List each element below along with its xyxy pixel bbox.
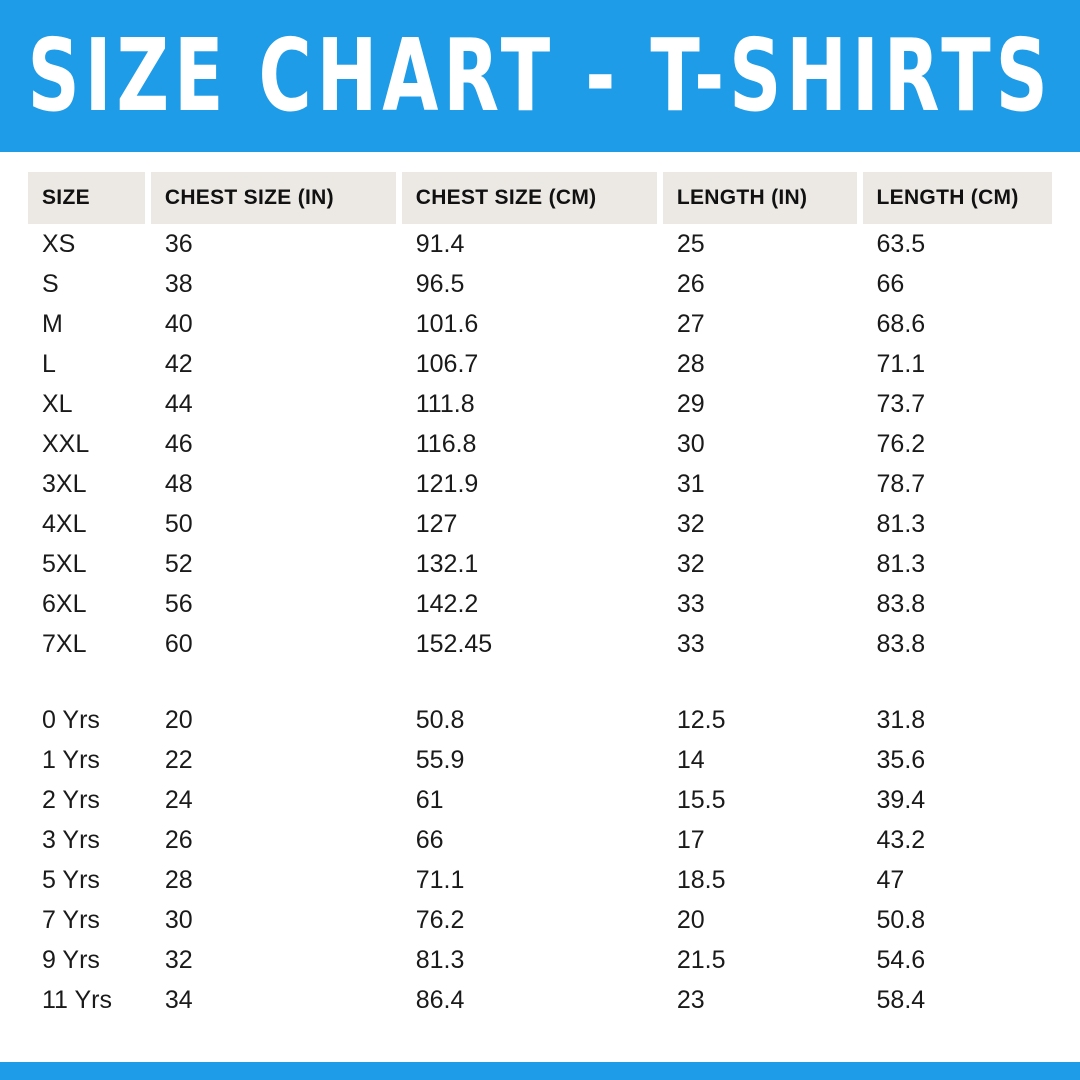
cell-chest-cm: 152.45: [415, 630, 493, 658]
cell-chest-cm: 66: [415, 826, 444, 854]
table-row: [28, 624, 1052, 664]
cell-length-in: 15.5: [676, 786, 726, 814]
cell-length-in: 33: [676, 590, 705, 618]
table-row: [28, 304, 1052, 344]
cell-length-in: 25: [676, 230, 705, 258]
cell-size: 1 Yrs: [42, 746, 100, 774]
cell-chest-in: 56: [164, 590, 193, 618]
table-row: [28, 544, 1052, 584]
cell-size: 9 Yrs: [42, 946, 100, 974]
table-row: [28, 584, 1052, 624]
cell-length-cm: 83.8: [876, 630, 926, 658]
size-chart-table: [28, 172, 1052, 1020]
cell-chest-in: 20: [164, 706, 193, 734]
cell-length-cm: 81.3: [876, 510, 926, 538]
table-row: [28, 780, 1052, 820]
cell-chest-cm: 106.7: [415, 350, 479, 378]
cell-length-in: 21.5: [676, 946, 726, 974]
column-header-length-in: LENGTH (IN): [663, 172, 863, 224]
cell-length-cm: 81.3: [876, 550, 926, 578]
cell-chest-cm: 71.1: [415, 866, 465, 894]
cell-length-cm: 47: [876, 866, 905, 894]
cell-length-cm: 58.4: [876, 986, 926, 1014]
cell-chest-cm: 127: [415, 510, 458, 538]
cell-length-cm: 71.1: [876, 350, 926, 378]
cell-size: M: [42, 310, 63, 338]
cell-length-in: 33: [676, 630, 705, 658]
cell-chest-cm: 121.9: [415, 470, 479, 498]
cell-length-cm: 50.8: [876, 906, 926, 934]
cell-size: 0 Yrs: [42, 706, 100, 734]
cell-chest-in: 52: [164, 550, 193, 578]
cell-length-cm: 68.6: [876, 310, 926, 338]
cell-length-cm: 31.8: [876, 706, 926, 734]
cell-length-cm: 83.8: [876, 590, 926, 618]
page-title: SIZE CHART - T-SHIRTS: [27, 17, 1053, 135]
cell-size: 3 Yrs: [42, 826, 100, 854]
table-row: [28, 264, 1052, 304]
footer-bar: [0, 1062, 1080, 1080]
column-header-size: SIZE: [28, 172, 151, 224]
cell-length-in: 12.5: [676, 706, 726, 734]
cell-chest-cm: 111.8: [415, 390, 475, 418]
cell-length-in: 26: [676, 270, 705, 298]
cell-length-in: 28: [676, 350, 705, 378]
cell-size: 5XL: [42, 550, 87, 578]
cell-length-in: 31: [676, 470, 705, 498]
cell-length-in: 14: [676, 746, 705, 774]
cell-chest-cm: 55.9: [415, 746, 465, 774]
table-row: [28, 384, 1052, 424]
cell-chest-in: 50: [164, 510, 193, 538]
table-row: [28, 860, 1052, 900]
cell-chest-in: 40: [164, 310, 193, 338]
column-header-chest-cm: CHEST SIZE (CM): [402, 172, 663, 224]
cell-chest-in: 24: [164, 786, 193, 814]
cell-chest-cm: 50.8: [415, 706, 465, 734]
cell-size: L: [42, 350, 56, 378]
cell-length-cm: 35.6: [876, 746, 926, 774]
cell-length-in: 27: [676, 310, 705, 338]
cell-length-cm: 63.5: [876, 230, 926, 258]
cell-size: 4XL: [42, 510, 87, 538]
cell-length-cm: 54.6: [876, 946, 926, 974]
cell-chest-in: 28: [164, 866, 193, 894]
cell-length-cm: 43.2: [876, 826, 926, 854]
cell-chest-in: 44: [164, 390, 193, 418]
cell-chest-cm: 81.3: [415, 946, 465, 974]
cell-chest-in: 26: [164, 826, 193, 854]
cell-length-cm: 78.7: [876, 470, 926, 498]
column-header-chest-in: CHEST SIZE (IN): [151, 172, 402, 224]
table-row: [28, 424, 1052, 464]
cell-size: XXL: [42, 430, 90, 458]
cell-size: 5 Yrs: [42, 866, 100, 894]
cell-size: S: [42, 270, 59, 298]
cell-chest-in: 22: [164, 746, 193, 774]
cell-length-in: 32: [676, 550, 705, 578]
cell-chest-in: 30: [164, 906, 193, 934]
cell-length-in: 23: [676, 986, 705, 1014]
cell-chest-in: 60: [164, 630, 193, 658]
table-header: [28, 172, 1052, 224]
table-body: [28, 224, 1052, 1020]
cell-size: XL: [42, 390, 73, 418]
cell-chest-in: 48: [164, 470, 193, 498]
cell-length-in: 20: [676, 906, 705, 934]
cell-chest-cm: 142.2: [415, 590, 479, 618]
cell-chest-in: 34: [164, 986, 193, 1014]
cell-chest-cm: 101.6: [415, 310, 479, 338]
cell-chest-cm: 91.4: [415, 230, 465, 258]
table-row: [28, 700, 1052, 740]
cell-chest-cm: 61: [415, 786, 444, 814]
cell-length-in: 30: [676, 430, 705, 458]
cell-size: 11 Yrs: [42, 986, 112, 1014]
cell-size: XS: [42, 230, 76, 258]
table-row: [28, 820, 1052, 860]
cell-chest-cm: 116.8: [415, 430, 477, 458]
table-row: [28, 504, 1052, 544]
cell-length-cm: 73.7: [876, 390, 926, 418]
header-banner: [0, 0, 1080, 152]
section-spacer: [28, 664, 1052, 700]
cell-size: 2 Yrs: [42, 786, 100, 814]
cell-chest-cm: 76.2: [415, 906, 465, 934]
cell-length-in: 32: [676, 510, 705, 538]
cell-length-in: 17: [676, 826, 705, 854]
table-row: [28, 900, 1052, 940]
table-row: [28, 344, 1052, 384]
cell-chest-in: 36: [164, 230, 193, 258]
table-row: [28, 224, 1052, 264]
column-header-length-cm: LENGTH (CM): [863, 172, 1052, 224]
cell-chest-in: 38: [164, 270, 193, 298]
size-table-area: [0, 152, 1080, 1062]
cell-length-cm: 66: [876, 270, 905, 298]
cell-length-in: 18.5: [676, 866, 726, 894]
cell-chest-in: 46: [164, 430, 193, 458]
cell-size: 7XL: [42, 630, 87, 658]
cell-length-cm: 39.4: [876, 786, 926, 814]
cell-chest-cm: 96.5: [415, 270, 465, 298]
cell-chest-in: 32: [164, 946, 193, 974]
table-header-row: [28, 172, 1052, 224]
table-row: [28, 980, 1052, 1020]
cell-chest-cm: 86.4: [415, 986, 465, 1014]
cell-size: 7 Yrs: [42, 906, 100, 934]
cell-size: 3XL: [42, 470, 87, 498]
table-row: [28, 740, 1052, 780]
table-row: [28, 464, 1052, 504]
cell-length-cm: 76.2: [876, 430, 926, 458]
table-row: [28, 940, 1052, 980]
cell-size: 6XL: [42, 590, 87, 618]
cell-chest-cm: 132.1: [415, 550, 479, 578]
cell-chest-in: 42: [164, 350, 193, 378]
cell-length-in: 29: [676, 390, 705, 418]
